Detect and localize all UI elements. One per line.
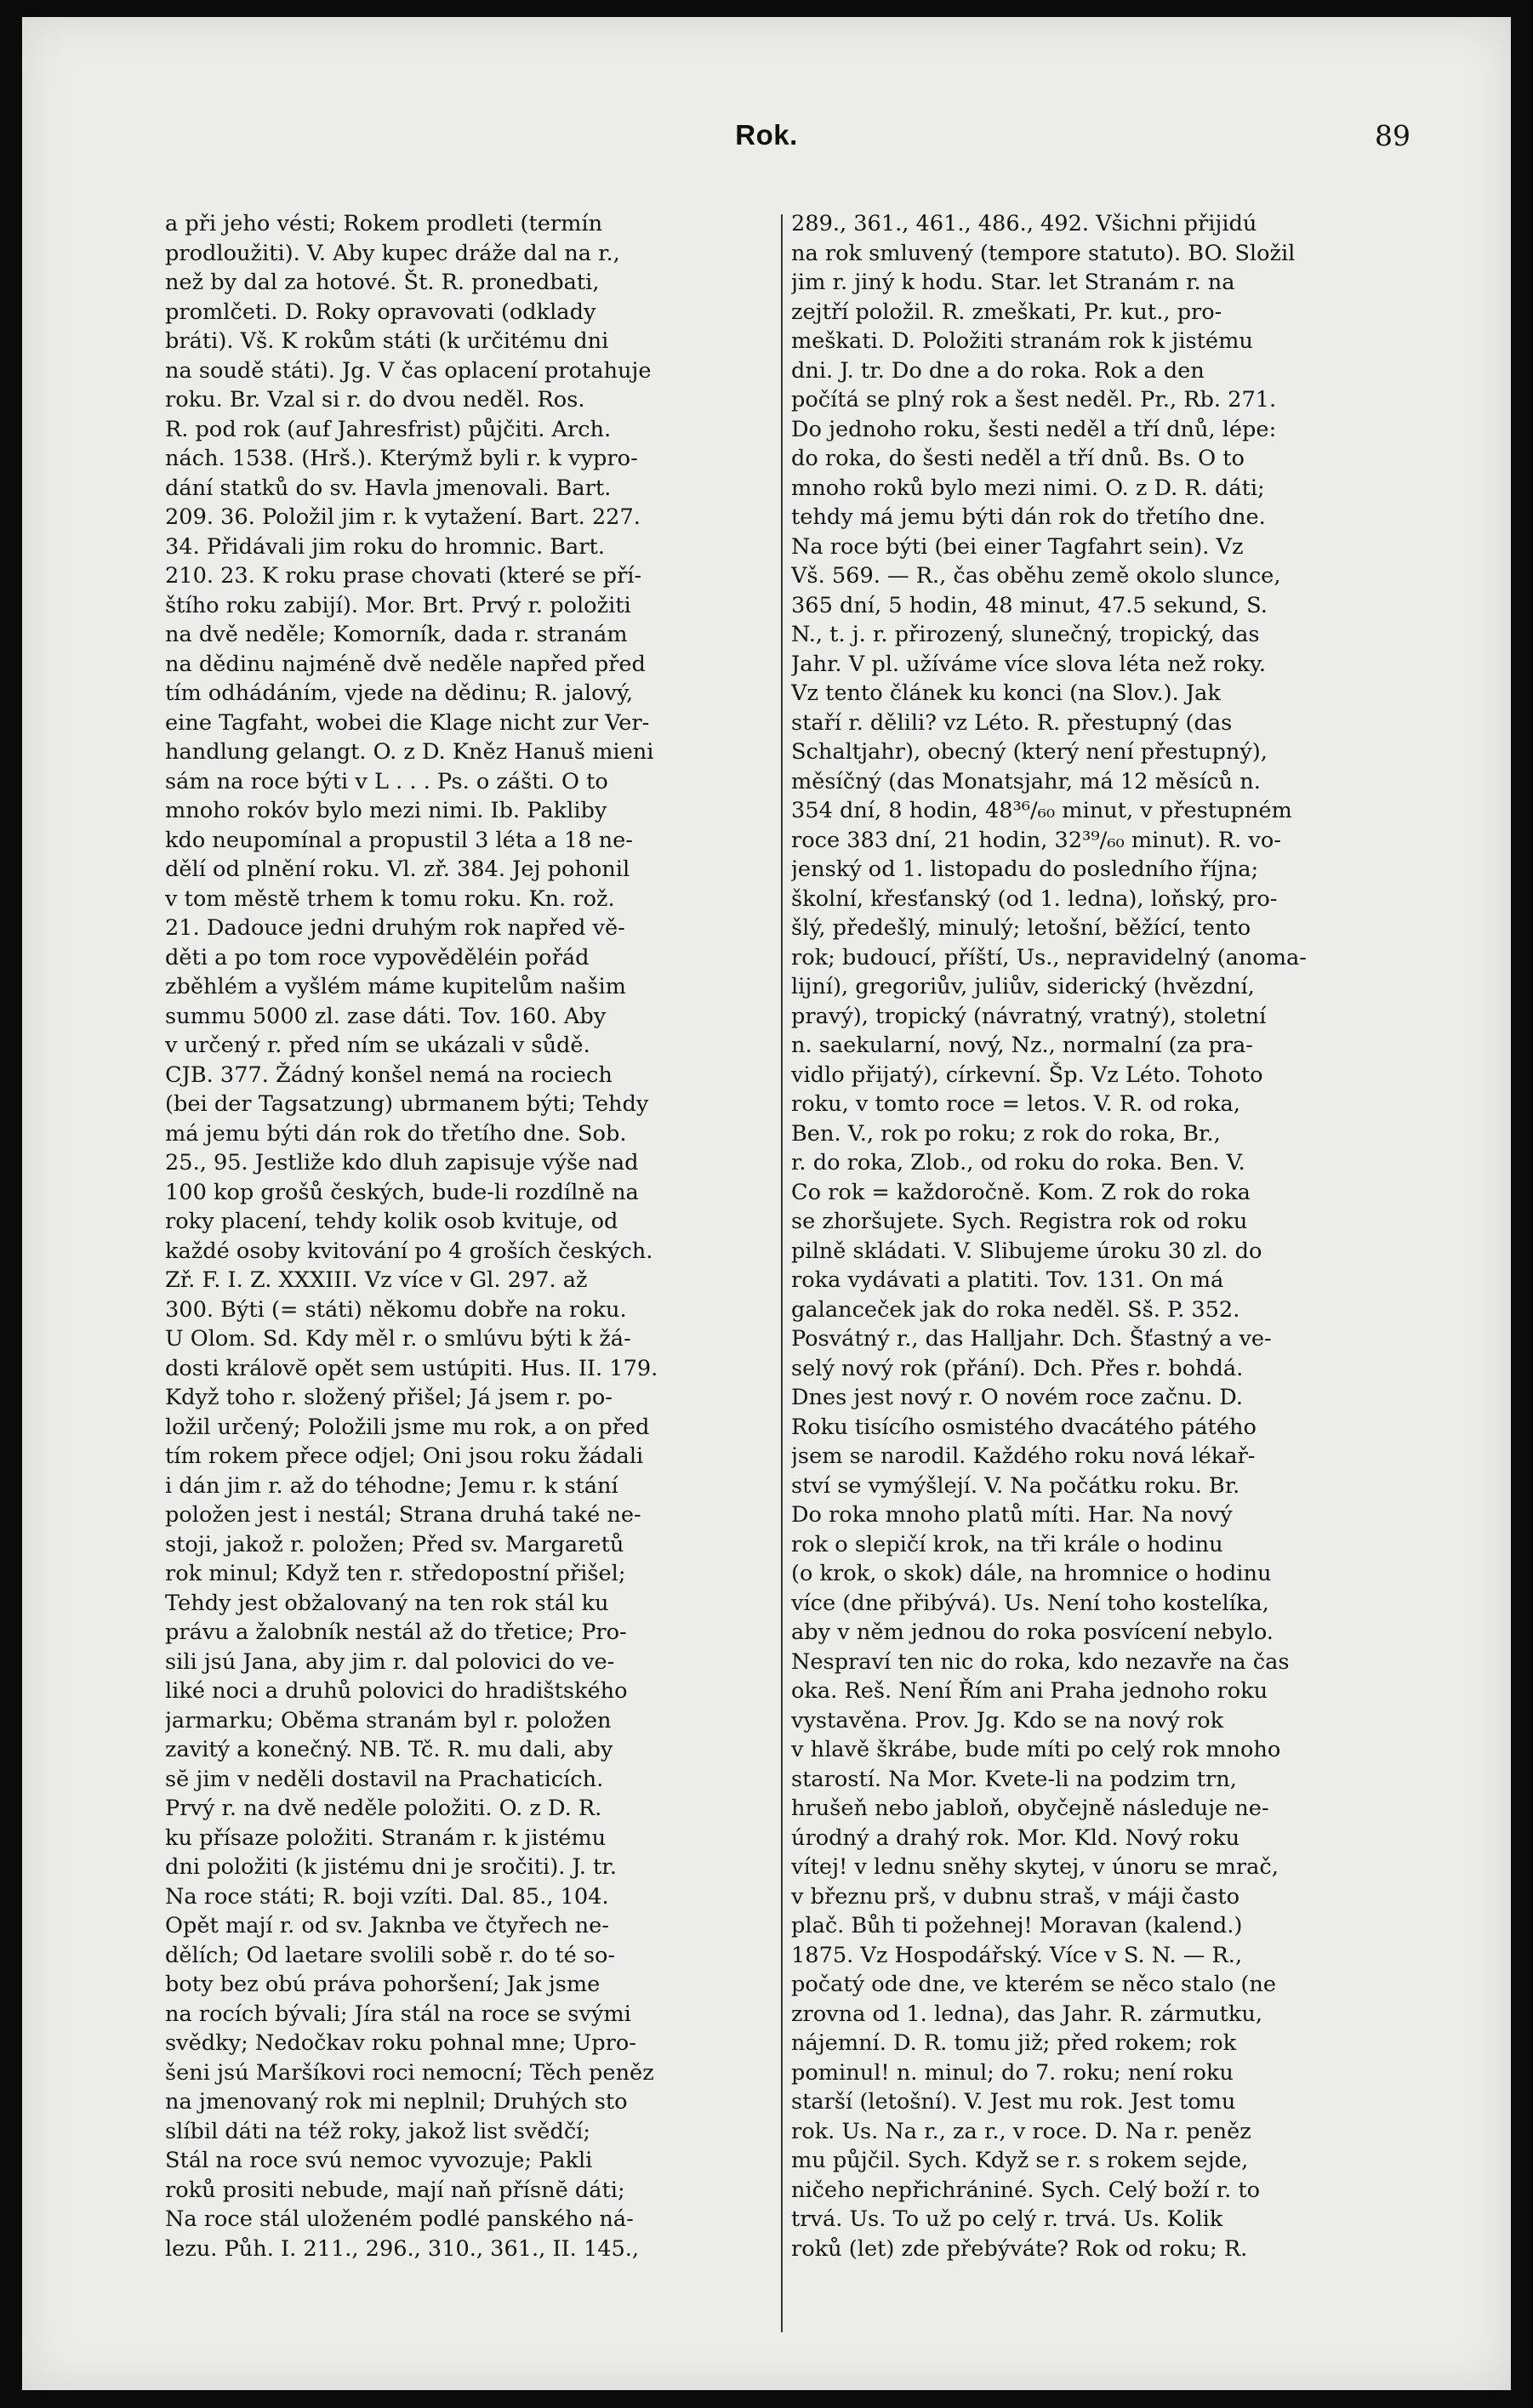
text-line: liké noci a druhů polovici do hradištského	[165, 1678, 628, 1704]
text-line: a při jeho vésti; Rokem prodleti (termín	[165, 211, 603, 236]
text-line: plač. Bůh ti požehnej! Moravan (kalend.)	[791, 1913, 1243, 1938]
text-line: Do roka mnoho platů míti. Har. Na nový	[791, 1502, 1233, 1528]
text-line: selý nový rok (přání). Dch. Přes r. bohdá.	[791, 1355, 1244, 1381]
text-line: roků (let) zde přebýváte? Rok od roku; R.	[791, 2235, 1248, 2262]
text-line: na dvě neděle; Komorník, dada r. stranám	[165, 622, 628, 647]
text-line: 100 kop grošů českých, bude-li rozdílně na	[165, 1179, 639, 1205]
text-line: více (dne přibývá). Us. Není toho kostelíka,	[791, 1590, 1269, 1616]
text-line: počítá se plný rok a šest neděl. Pr., Rb. 271.	[791, 387, 1277, 413]
text-line: 365 dní, 5 hodin, 48 minut, 47.5 sekund, S.	[791, 592, 1268, 618]
text-line: 209. 36. Položil jim r. k vytažení. Bart. 227.	[165, 504, 641, 530]
text-line: 25., 95. Jestliže kdo dluh zapisuje výše nad	[165, 1150, 639, 1176]
text-line: 21. Dadouce jedni druhým rok napřed vě-	[165, 915, 625, 941]
dictionary-page	[22, 17, 1511, 2390]
text-line: Na roce státi; R. boji vzíti. Dal. 85., 104.	[165, 1883, 609, 1910]
text-line: dni položiti (k jistému dni je sročiti). J. tr.	[165, 1854, 617, 1880]
text-line: staří r. dělili? vz Léto. R. přestupný (das	[791, 709, 1233, 736]
text-line: na jmenovaný rok mi neplnil; Druhých sto	[165, 2089, 628, 2115]
text-line: hrušeň nebo jabloň, obyčejně následuje ne-	[791, 1796, 1269, 1821]
text-line: meškati. D. Položiti stranám rok k jistému	[791, 328, 1253, 354]
text-line: mu půjčil. Sych. Když se r. s rokem sejde,	[791, 2148, 1249, 2173]
text-line: počatý ode dne, ve kterém se něco stalo (ne	[791, 1972, 1277, 1997]
text-line: školní, křesťanský (od 1. ledna), loňský, pro-	[791, 885, 1278, 912]
text-line: promlčeti. D. Roky opravovati (odklady	[165, 299, 596, 325]
page-header	[22, 119, 1511, 170]
text-line: roce 383 dní, 21 hodin, 32³⁹/₆₀ minut). R. vo-	[791, 827, 1281, 853]
text-line: Na roce býti (bei einer Tagfahrt sein). Vz	[791, 533, 1244, 560]
text-line: lijní), gregoriův, juliův, siderický (hvězdní,	[791, 974, 1255, 999]
text-line: Posvátný r., das Halljahr. Dch. Šťastný a ve-	[791, 1326, 1272, 1352]
text-line: N., t. j. r. přirozený, slunečný, tropický, das	[791, 622, 1260, 647]
text-line: sili jsú Jana, aby jim r. dal polovici do ve-	[165, 1648, 615, 1675]
text-line: štího roku zabijí). Mor. Brt. Prvý r. položiti	[165, 592, 631, 618]
text-line: roků prositi nebude, mají naň přísnĕ dáti;	[165, 2177, 625, 2203]
text-line: summu 5000 zl. zase dáti. Tov. 160. Aby	[165, 1003, 607, 1029]
text-line: CJB. 377. Žádný konšel nemá na rociech	[165, 1062, 613, 1088]
text-line: tehdy má jemu býti dán rok do třetího dne.	[791, 504, 1266, 530]
text-line: roku. Br. Vzal si r. do dvou neděl. Ros.	[165, 387, 585, 413]
page-number: 89	[1375, 119, 1410, 152]
text-line: rok minul; Když ten r. středopostní přišel;	[165, 1561, 626, 1586]
text-line: handlung gelangt. O. z D. Kněz Hanuš mieni	[165, 739, 654, 765]
text-line: starší (letošní). V. Jest mu rok. Jest tomu	[791, 2089, 1236, 2115]
text-line: pravý), tropický (návratný, vratný), stoletní	[791, 1003, 1267, 1029]
text-line: se zhoršujete. Sych. Registra rok od roku	[791, 1209, 1248, 1234]
text-line: (o krok, o skok) dále, na hromnice o hodinu	[791, 1561, 1272, 1586]
text-line: měsíčný (das Monatsjahr, má 12 měsíců n.	[791, 768, 1261, 794]
text-line: rok o slepičí krok, na tři krále o hodinu	[791, 1531, 1223, 1557]
right-column	[791, 209, 1446, 2263]
text-line: rok. Us. Na r., za r., v roce. D. Na r. peněz	[791, 2118, 1251, 2144]
column-divider	[781, 214, 783, 2332]
text-line: Prvý r. na dvě neděle položiti. O. z D. R.	[165, 1796, 602, 1821]
text-line: ství se vymýšlejí. V. Na počátku roku. Br.	[791, 1472, 1240, 1499]
text-line: tím rokem přece odjel; Oni jsou roku žádali	[165, 1443, 644, 1469]
text-line: Jahr. V pl. užíváme více slova léta než roky.	[791, 651, 1267, 677]
text-line: Tehdy jest obžalovaný na ten rok stál ku	[165, 1590, 609, 1616]
text-line: aby v něm jednou do roka posvícení nebylo.	[791, 1620, 1274, 1645]
text-line: bráti). Vš. K rokům státi (k určitému dni	[165, 328, 609, 354]
text-line: v tom městě trhem k tomu roku. Kn. rož.	[165, 885, 615, 912]
text-line: zběhlém a vyšlém máme kupitelům našim	[165, 974, 626, 999]
text-line: Roku tisícího osmistého dvacátého pátého	[791, 1414, 1257, 1440]
text-line: rok; budoucí, příští, Us., nepravidelný (anoma-	[791, 944, 1307, 971]
text-line: (bei der Tagsatzung) ubrmanem býti; Tehdy	[165, 1091, 649, 1117]
text-line: kdo neupomínal a propustil 3 léta a 18 ne-	[165, 827, 633, 853]
text-line: na soudě státi). Jg. V čas oplacení protahuje	[165, 357, 652, 384]
text-line: sĕ jim v neděli dostavil na Prachaticích.	[165, 1766, 604, 1792]
text-line: Dnes jest nový r. O novém roce začnu. D.	[791, 1385, 1244, 1410]
text-line: tím odhádáním, vjede na dědinu; R. jalový,	[165, 680, 634, 706]
text-line: dání statků do sv. Havla jmenovali. Bart.	[165, 475, 612, 501]
text-line: pilně skládati. V. Slibujeme úroku 30 zl. do	[791, 1238, 1262, 1264]
text-line: má jemu býti dán rok do třetího dne. Sob.	[165, 1120, 627, 1147]
text-line: šeni jsú Maršíkovi roci nemocní; Těch peněz	[165, 2059, 654, 2086]
text-line: šlý, předešlý, minulý; letošní, běžící, tento	[791, 915, 1251, 941]
text-line: slíbil dáti na též roky, jakož list svědčí;	[165, 2118, 590, 2144]
text-line: vítej! v lednu sněhy skytej, v únoru se mrač,	[791, 1854, 1279, 1880]
text-line: jenský od 1. listopadu do posledního října;	[791, 857, 1259, 882]
text-line: jim r. jiný k hodu. Star. let Stranám r. na	[791, 270, 1235, 295]
text-line: právu a žalobník nestál až do třetice; Pro-	[165, 1620, 627, 1645]
text-line: děti a po tom roce vypověděléin pořád	[165, 944, 590, 971]
text-line: mnoho rokóv bylo mezi nimi. Ib. Pakliby	[165, 798, 607, 823]
text-line: n. saekularní, nový, Nz., normalní (za pra-	[791, 1033, 1253, 1058]
text-line: vidlo přijatý), církevní. Šp. Vz Léto. Tohoto	[791, 1062, 1263, 1088]
text-line: lezu. Půh. I. 211., 296., 310., 361., II. 145.,	[165, 2235, 640, 2262]
text-line: trvá. Us. To už po celý r. trvá. Us. Kolik	[791, 2206, 1223, 2232]
text-line: Vz tento článek ku konci (na Slov.). Jak	[791, 680, 1221, 706]
text-line: v březnu prš, v dubnu straš, v máji často	[791, 1883, 1240, 1910]
text-line: Ben. V., rok po roku; z rok do roka, Br.,	[791, 1120, 1221, 1147]
text-line: stoji, jakož r. položen; Před sv. Margaretů	[165, 1531, 624, 1557]
text-line: Když toho r. složený přišel; Já jsem r. po-	[165, 1385, 613, 1410]
text-line: i dán jim r. až do téhodne; Jemu r. k stání	[165, 1472, 618, 1499]
left-column	[165, 209, 820, 2263]
text-line: zejtří položil. R. zmeškati, Pr. kut., pro-	[791, 299, 1222, 325]
text-line: 210. 23. K roku prase chovati (které se pří-	[165, 563, 642, 589]
text-line: U Olom. Sd. Kdy měl r. o smlúvu býti k žá-	[165, 1326, 631, 1352]
text-line: 289., 361., 461., 486., 492. Všichni přijidú	[791, 211, 1257, 236]
text-line: boty bez obú práva pohoršení; Jak jsme	[165, 1972, 601, 1997]
text-line: ložil určený; Položili jsme mu rok, a on před	[165, 1414, 650, 1440]
text-line: zrovna od 1. ledna), das Jahr. R. zármutku,	[791, 2001, 1262, 2027]
text-line: roky placení, tehdy kolik osob kvituje, od	[165, 1209, 618, 1234]
text-line: galanceček jak do roka neděl. Sš. P. 352.	[791, 1296, 1240, 1323]
text-line: Na roce stál uloženém podlé panského ná-	[165, 2206, 634, 2232]
text-line: Zř. F. I. Z. XXXIII. Vz více v Gl. 297. až	[165, 1267, 588, 1293]
text-line: svědky; Nedočkav roku pohnal mne; Upro-	[165, 2030, 636, 2056]
text-line: roka vydávati a platiti. Tov. 131. On má	[791, 1267, 1224, 1293]
text-line: Schaltjahr), obecný (který není přestupný),	[791, 739, 1268, 765]
text-line: pominul! n. minul; do 7. roku; není roku	[791, 2059, 1234, 2086]
text-line: dělí od plnění roku. Vl. zř. 384. Jej pohonil	[165, 857, 630, 882]
text-line: než by dal za hotové. Št. R. pronedbati,	[165, 270, 600, 295]
text-line: R. pod rok (auf Jahresfrist) půjčiti. Arch.	[165, 416, 612, 442]
text-line: roku, v tomto roce = letos. V. R. od roka,	[791, 1091, 1240, 1117]
text-line: Vš. 569. — R., čas oběhu země okolo slunce,	[791, 563, 1281, 589]
text-line: ničeho nepřichrániné. Sych. Celý boží r. to	[791, 2177, 1261, 2203]
text-line: položen jest i nestál; Strana druhá také ne-	[165, 1502, 641, 1528]
text-line: ku přísaze položiti. Stranám r. k jistému	[165, 1825, 607, 1851]
text-line: 34. Přidávali jim roku do hromnic. Bart.	[165, 533, 605, 560]
text-line: nájemní. D. R. tomu již; před rokem; rok	[791, 2030, 1237, 2056]
text-line: vystavěna. Prov. Jg. Kdo se na nový rok	[791, 1707, 1224, 1733]
text-line: jarmarku; Oběma stranám byl r. položen	[165, 1707, 612, 1733]
text-line: Stál na roce svú nemoc vyvozuje; Pakli	[165, 2148, 593, 2173]
text-line: sám na roce býti v L . . . Ps. o zášti. O to	[165, 768, 608, 794]
text-line: 300. Býti (= státi) někomu dobře na roku.	[165, 1296, 627, 1323]
text-line: oka. Reš. Není Řím ani Praha jednoho roku	[791, 1678, 1268, 1704]
text-line: v určený r. před ním se ukázali v sůdě.	[165, 1033, 590, 1058]
running-head: Rok.	[735, 119, 798, 151]
text-line: r. do roka, Zlob., od roku do roka. Ben. V.	[791, 1150, 1245, 1176]
text-line: na rok smluvený (tempore statuto). BO. Složil	[791, 240, 1296, 266]
text-line: Opět mají r. od sv. Jaknba ve čtyřech ne-	[165, 1913, 609, 1938]
text-line: prodloužiti). V. Aby kupec dráže dal na r.,	[165, 240, 620, 266]
text-line: dělích; Od laetare svolili sobě r. do té so-	[165, 1942, 616, 1968]
text-line: 354 dní, 8 hodin, 48³⁶/₆₀ minut, v přestupném	[791, 798, 1292, 823]
text-line: 1875. Vz Hospodářský. Více v S. N. — R.,	[791, 1942, 1243, 1968]
text-line: mnoho roků bylo mezi nimi. O. z D. R. dáti;	[791, 475, 1265, 501]
text-line: na rocích bývali; Jíra stál na roce se svými	[165, 2001, 631, 2027]
text-line: do roka, do šesti neděl a tří dnů. Bs. O to	[791, 446, 1245, 471]
text-line: Co rok = každoročně. Kom. Z rok do roka	[791, 1179, 1251, 1205]
text-line: dosti královĕ opět sem ustúpiti. Hus. II. 179.	[165, 1355, 658, 1381]
text-line: zavitý a konečný. NB. Tč. R. mu dali, aby	[165, 1737, 613, 1762]
text-line: dni. J. tr. Do dne a do roka. Rok a den	[791, 357, 1205, 384]
text-line: starostí. Na Mor. Kvete-li na podzim trn,	[791, 1766, 1237, 1792]
text-line: na dědinu najméně dvě neděle napřed před	[165, 651, 646, 677]
text-line: eine Tagfaht, wobei die Klage nicht zur Ver-	[165, 709, 650, 736]
text-line: Nespraví ten nic do roka, kdo nezavře na čas	[791, 1648, 1290, 1675]
text-line: Do jednoho roku, šesti neděl a tří dnů, lépe:	[791, 416, 1277, 442]
text-line: úrodný a drahý rok. Mor. Kld. Nový roku	[791, 1825, 1240, 1851]
text-line: jsem se narodil. Každého roku nová lékař-	[791, 1443, 1256, 1469]
text-line: nách. 1538. (Hrš.). Kterýmž byli r. k vypro-	[165, 446, 638, 471]
text-line: každé osoby kvitování po 4 groších českých.	[165, 1238, 653, 1264]
text-line: v hlavě škrábe, bude míti po celý rok mnoho	[791, 1737, 1281, 1762]
